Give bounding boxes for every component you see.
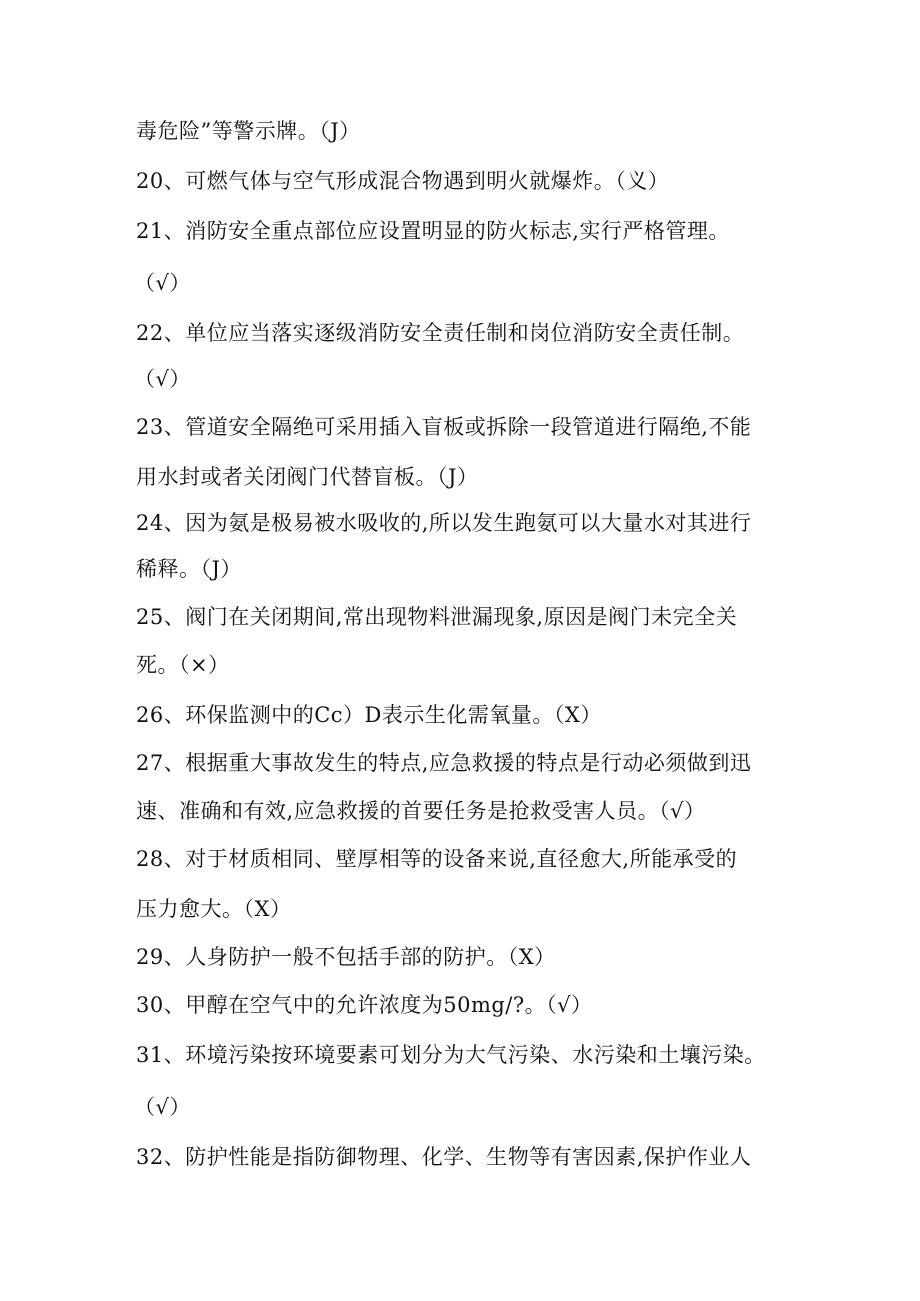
text-line: 压力愈大。（X） [136, 897, 292, 921]
text-line: 速、准确和有效,应急救援的首要任务是抢救受害人员。（√） [136, 799, 706, 823]
text-line: （√） [134, 271, 191, 295]
text-line: 25、阀门在关闭期间,常出现物料泄漏现象,原因是阀门未完全关 [136, 605, 738, 629]
text-line: 29、人身防护一般不包括手部的防护。（X） [136, 945, 556, 969]
text-line: 27、根据重大事故发生的特点,应急救援的特点是行动必须做到迅 [136, 751, 752, 775]
text-line: 28、对于材质相同、壁厚相等的设备来说,直径愈大,所能承受的 [136, 847, 738, 871]
text-line: 稀释。（J） [136, 557, 242, 581]
text-line: 32、防护性能是指防御物理、化学、生物等有害因素,保护作业人 [136, 1145, 752, 1169]
text-line: 22、单位应当落实逐级消防安全责任制和岗位消防安全责任制。 [136, 321, 745, 345]
text-line: （√） [134, 1095, 191, 1119]
text-line: 30、甲醇在空气中的允许浓度为50mg/?。（√） [136, 993, 593, 1017]
text-line: 死。（×） [136, 653, 230, 677]
text-line: 26、环保监测中的Cc）D表示生化需氧量。（X） [136, 703, 602, 727]
text-line: 20、可燃气体与空气形成混合物遇到明火就爆炸。（义） [136, 169, 670, 193]
text-line: （√） [134, 367, 191, 391]
text-line: 21、消防安全重点部位应设置明显的防火标志,实行严格管理。 [136, 219, 730, 243]
text-line: 毒危险”等警示牌。（J） [136, 119, 361, 143]
text-line: 用水封或者关闭阀门代替盲板。（J） [136, 465, 479, 489]
text-line: 31、环境污染按环境要素可划分为大气污染、水污染和土壤污染。 [136, 1043, 766, 1067]
text-line: 23、管道安全隔绝可采用插入盲板或拆除一段管道进行隔绝,不能 [136, 415, 752, 439]
text-line: 24、因为氨是极易被水吸收的,所以发生跑氨可以大量水对其进行 [136, 511, 752, 535]
